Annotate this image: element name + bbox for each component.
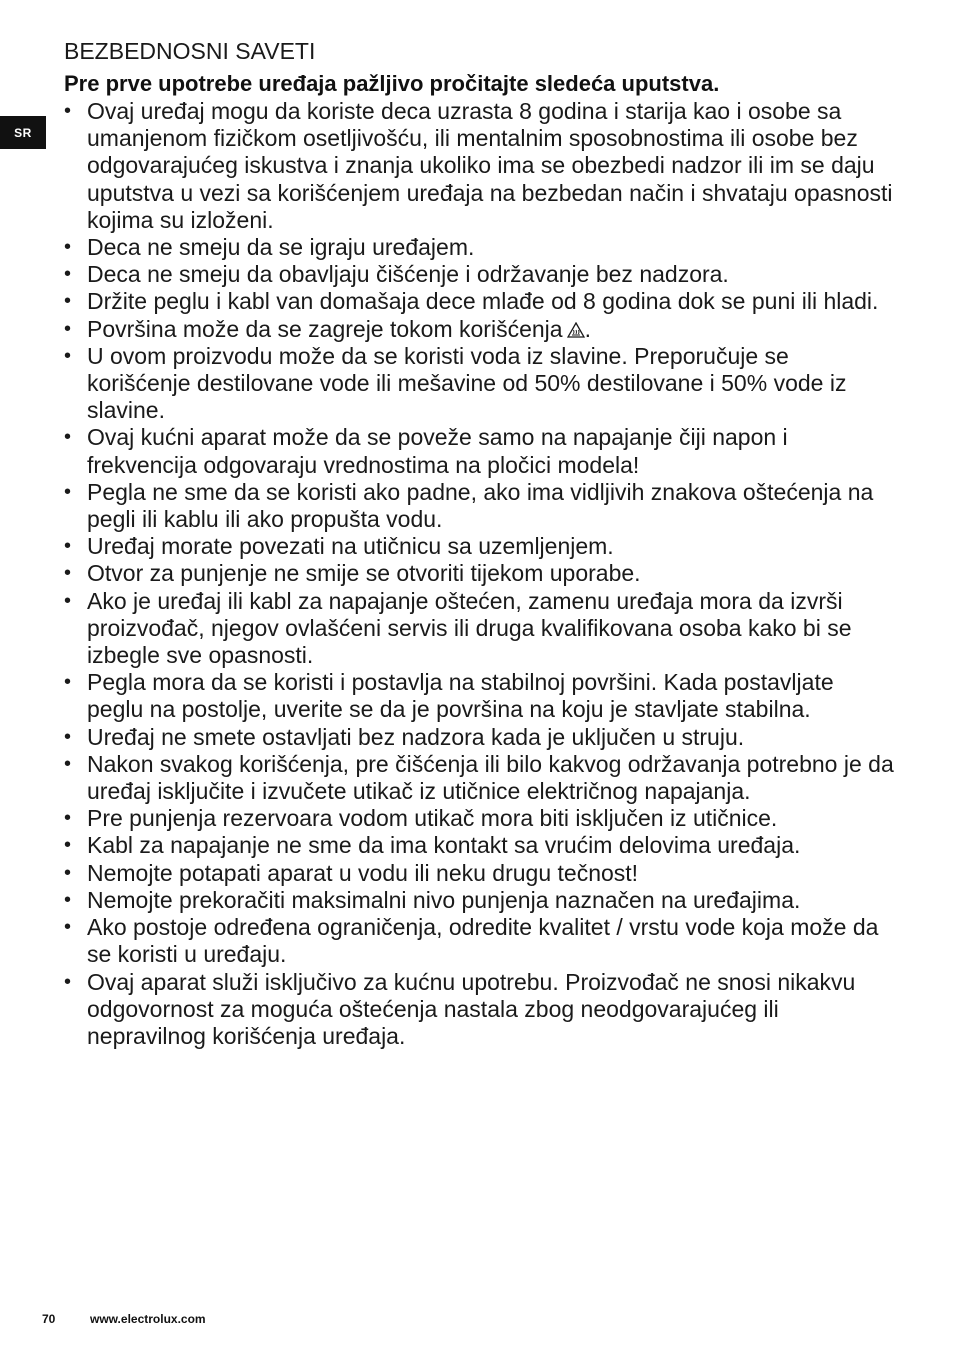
list-item bbox=[64, 316, 894, 343]
bullet: • bbox=[64, 861, 72, 884]
list-item-text: Uređaj morate povezati na utičnicu sa uzemljenjem. bbox=[87, 533, 614, 560]
list-item-text: Pegla mora da se koristi i postavlja na stabilnoj površini. Kada postavljate peglu na postolje, uverite se da je površina na koju je stavljate stabilna. bbox=[87, 669, 834, 723]
list-item-text: Ako postoje određena ograničenja, odredite kvalitet / vrstu vode koja može da se koristi u uređaju. bbox=[87, 914, 879, 968]
list-item-text: Ako je uređaj ili kabl za napajanje oštećen, zamenu uređaja mora da izvrši proizvođač, njegov ovlašćeni servis ili druga kvalifikovana osoba kako bi se izbegle sve opasnosti. bbox=[87, 587, 852, 669]
list-item bbox=[64, 560, 894, 587]
list-item-text: Pegla ne sme da se koristi ako padne, ako ima vidljivih znakova oštećenja na pegli ili kablu ili ako propušta vodu. bbox=[87, 478, 874, 533]
list-item bbox=[64, 234, 894, 261]
list-item bbox=[64, 479, 894, 533]
list-item bbox=[64, 751, 894, 805]
bullet: • bbox=[64, 589, 72, 612]
list-item-text: Pre punjenja rezervoara vodom utikač mora biti isključen iz utičnice. bbox=[87, 805, 778, 832]
list-item bbox=[64, 343, 894, 425]
bullet: • bbox=[64, 290, 72, 313]
list-item bbox=[64, 424, 894, 478]
list-item-text: Kabl za napajanje ne sme da ima kontakt sa vrućim delovima uređaja. bbox=[87, 832, 801, 859]
bullet: • bbox=[64, 535, 72, 558]
page-footer bbox=[42, 1312, 206, 1326]
page-number: 70 bbox=[42, 1312, 56, 1326]
bullet: • bbox=[64, 562, 72, 585]
list-item-suffix: . bbox=[584, 315, 591, 342]
list-item bbox=[64, 288, 894, 315]
safety-section bbox=[64, 36, 894, 1050]
bullet: • bbox=[64, 752, 72, 775]
hot-surface-warning-icon bbox=[567, 322, 585, 338]
website-link[interactable]: www.electrolux.com bbox=[90, 1312, 206, 1326]
list-item bbox=[64, 588, 894, 670]
bullet: • bbox=[64, 426, 72, 449]
list-item bbox=[64, 860, 894, 887]
section-title: BEZBEDNOSNI SAVETI bbox=[64, 38, 316, 64]
list-item-text: Držite peglu i kabl van domašaja dece mlađe od 8 godina dok se puni ili hladi. bbox=[87, 288, 879, 315]
list-item bbox=[64, 98, 894, 234]
list-item bbox=[64, 969, 894, 1051]
section-intro: Pre prve upotrebe uređaja pažljivo pročitajte sledeća uputstva. bbox=[64, 71, 720, 96]
list-item bbox=[64, 533, 894, 560]
bullet: • bbox=[64, 807, 72, 830]
bullet: • bbox=[64, 671, 72, 694]
bullet: • bbox=[64, 263, 72, 286]
language-tab-label: SR bbox=[14, 125, 32, 140]
bullet: • bbox=[64, 480, 72, 503]
list-item bbox=[64, 887, 894, 914]
bullet: • bbox=[64, 888, 72, 911]
list-item-text: Deca ne smeju da obavljaju čišćenje i održavanje bez nadzora. bbox=[87, 261, 729, 288]
list-item-text: Uređaj ne smete ostavljati bez nadzora kada je uključen u struju. bbox=[87, 723, 745, 750]
list-item bbox=[64, 914, 894, 968]
list-item-text: Deca ne smeju da se igraju uređajem. bbox=[87, 234, 475, 261]
list-item-text: Otvor za punjenje ne smije se otvoriti tijekom uporabe. bbox=[87, 560, 641, 587]
list-item-text: Nakon svakog korišćenja, pre čišćenja ili bilo kakvog održavanja potrebno je da uređaj isključite i izvučete utikač iz utičnice električnog napajanja. bbox=[87, 750, 894, 805]
list-item-text: U ovom proizvodu može da se koristi voda iz slavine. Preporučuje se korišćenje destilovane vode ili mešavine od 50% destilovane i 50% vode iz slavine. bbox=[87, 342, 847, 424]
list-item-text: Ovaj uređaj mogu da koriste deca uzrasta 8 godina i starija kao i osobe sa umanjenom fizičkom osetljivošću, ili mentalnim sposobnostima ili osobe bez odgovarajućeg iskustva i znanja ukoliko ima se obezbedi nadzor ili im se daju uputstva u vezi sa korišćenjem uređaja na bezbedan način i shvataju opasnosti kojima su izloženi. bbox=[87, 98, 893, 233]
bullet: • bbox=[64, 834, 72, 857]
bullet: • bbox=[64, 725, 72, 748]
list-item-text: Nemojte potapati aparat u vodu ili neku drugu tečnost! bbox=[87, 859, 639, 886]
bullet: • bbox=[64, 100, 72, 122]
language-tab bbox=[0, 116, 46, 149]
bullet: • bbox=[64, 970, 72, 993]
bullet: • bbox=[64, 317, 72, 340]
list-item bbox=[64, 832, 894, 859]
safety-list bbox=[64, 98, 894, 1050]
list-item-text: Površina može da se zagreje tokom korišćenja bbox=[87, 315, 563, 342]
list-item-text: Ovaj aparat služi isključivo za kućnu upotrebu. Proizvođač ne snosi nikakvu odgovornost za moguća oštećenja nastala zbog neodgovarajućeg ili nepravilnog korišćenja uređaja. bbox=[87, 968, 856, 1049]
bullet: • bbox=[64, 344, 72, 367]
bullet: • bbox=[64, 236, 72, 259]
list-item-text: Nemojte prekoračiti maksimalni nivo punjenja naznačen na uređajima. bbox=[87, 886, 801, 913]
list-item bbox=[64, 669, 894, 723]
bullet: • bbox=[64, 916, 72, 939]
list-item bbox=[64, 724, 894, 751]
list-item bbox=[64, 261, 894, 288]
list-item-text: Ovaj kućni aparat može da se poveže samo na napajanje čiji napon i frekvencija odgovaraju vrednostima na pločici modela! bbox=[87, 424, 788, 478]
list-item bbox=[64, 805, 894, 832]
